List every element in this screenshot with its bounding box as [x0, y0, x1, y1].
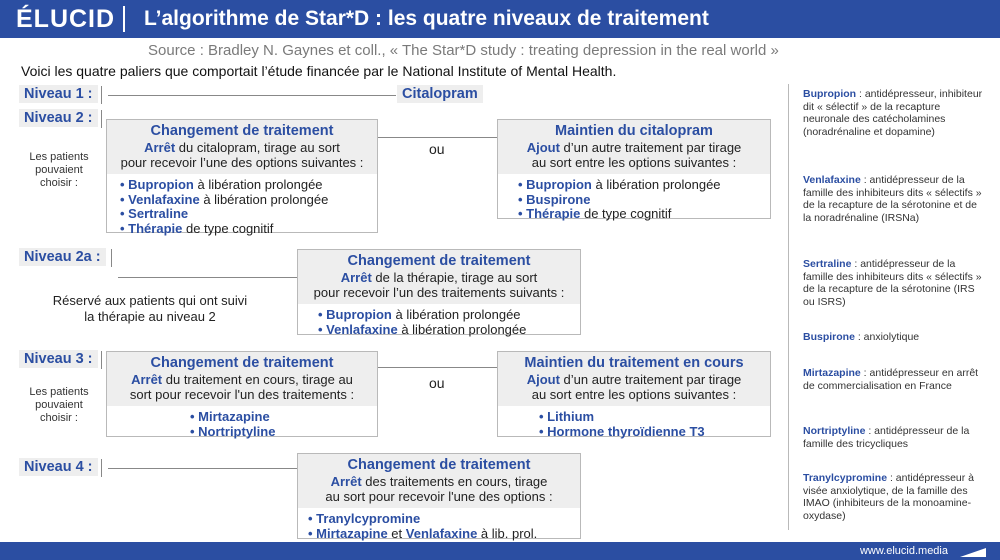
options-list	[298, 304, 580, 337]
glossary-item: Buspirone : anxiolytique	[803, 331, 920, 343]
level-1-treatment: Citalopram	[397, 85, 483, 103]
glossary-item: Tranylcypromine : antidépresseur à visée anxiolytique, de la famille des IMAO (inhibiteurs de la monoamine-oxydase)	[803, 472, 974, 522]
level-4-label: Niveau 4 :	[19, 458, 98, 476]
list-item: • Bupropion à libération prolongée	[518, 178, 770, 193]
list-item: • Lithium	[539, 410, 770, 425]
level-2-change-box	[106, 119, 378, 236]
list-item: • Nortriptyline	[190, 425, 377, 440]
level-4-divider	[101, 459, 102, 477]
glossary-item: Nortriptyline : antidépresseur de la famille des tricycliques	[803, 425, 970, 450]
box-header: Changement de traitement Arrêt de la thérapie, tirage au sort pour recevoir l’un des traitements suivants :	[298, 250, 580, 304]
list-item: • Venlafaxine à libération prolongée	[318, 323, 580, 338]
level-2-connector	[378, 137, 498, 138]
intro-text: Voici les quatre paliers que comportait l’étude financée par le National Institute of Mental Health.	[21, 63, 617, 79]
list-item: • Venlafaxine à libération prolongée	[120, 193, 377, 208]
glossary-item: Bupropion : antidépresseur, inhibiteur dit « sélectif » de la recapture neuronale des catécholamines (noradrénaline et dopamine)	[803, 88, 983, 138]
level-4-change-box	[297, 453, 581, 539]
or-label: ou	[429, 141, 445, 157]
list-item: • Bupropion à libération prolongée	[120, 178, 377, 193]
footer-bar	[0, 542, 1000, 560]
level-3-change-box	[106, 351, 378, 437]
options-list	[107, 406, 377, 439]
level-2a-connector	[118, 277, 297, 278]
options-list	[498, 174, 770, 222]
source-line: Source : Bradley N. Gaynes et coll., « The Star*D study : treating depression in the real world »	[148, 42, 779, 59]
list-item: • Hormone thyroïdienne T3	[539, 425, 770, 440]
options-list	[107, 174, 377, 236]
list-item: • Tranylcypromine	[308, 512, 580, 527]
level-2-choice-note: Les patients pouvaient choisir :	[29, 151, 89, 189]
elucid-logo: ÉLUCID	[16, 5, 116, 33]
list-item: • Thérapie de type cognitif	[120, 222, 377, 237]
box-header: Maintien du traitement en cours Ajout d’un autre traitement par tirage au sort entre les options suivantes :	[498, 352, 770, 406]
level-2-divider	[101, 110, 102, 128]
level-2a-divider	[111, 249, 112, 267]
glossary-panel	[788, 84, 985, 530]
level-1-divider	[101, 86, 102, 104]
header-bar	[0, 0, 1000, 38]
level-3-divider	[101, 351, 102, 369]
level-3-label: Niveau 3 :	[19, 350, 98, 368]
list-item: • Sertraline	[120, 207, 377, 222]
glossary-item: Sertraline : antidépresseur de la famille des inhibiteurs dits « sélectifs » de la recapture de la sérotonine (IRS ou ISRS)	[803, 258, 982, 308]
or-label: ou	[429, 375, 445, 391]
level-4-connector	[108, 468, 297, 469]
glossary-item: Mirtazapine : antidépresseur en arrêt de commercialisation en France	[803, 367, 979, 392]
header-divider	[123, 6, 125, 32]
list-item: • Mirtazapine	[190, 410, 377, 425]
level-2a-change-box	[297, 249, 581, 335]
list-item: • Buspirone	[518, 193, 770, 208]
level-3-choice-note: Les patients pouvaient choisir :	[29, 386, 89, 424]
level-1-connector	[108, 95, 396, 96]
box-header: Maintien du citalopram Ajout d’un autre traitement par tirage au sort entre les options suivantes :	[498, 120, 770, 174]
footer-url: www.elucid.media	[859, 545, 948, 557]
options-list	[298, 508, 580, 541]
level-2a-label: Niveau 2a :	[19, 248, 106, 266]
level-2-maintain-box	[497, 119, 771, 219]
list-item: • Mirtazapine et Venlafaxine à lib. prol.	[308, 527, 580, 542]
box-header: Changement de traitement Arrêt du citalopram, tirage au sort pour recevoir l’une des options suivantes :	[107, 120, 377, 174]
list-item: • Thérapie de type cognitif	[518, 207, 770, 222]
box-header: Changement de traitement Arrêt des traitements en cours, tirage au sort pour recevoir l'une des options :	[298, 454, 580, 508]
level-2a-note: Réservé aux patients qui ont suivi la thérapie au niveau 2	[52, 293, 248, 324]
level-2-label: Niveau 2 :	[19, 109, 98, 127]
level-1-label: Niveau 1 :	[19, 85, 98, 103]
list-item: • Bupropion à libération prolongée	[318, 308, 580, 323]
glossary-item: Venlafaxine : antidépresseur de la famille des inhibiteurs dits « sélectifs » de la recapture de la sérotonine et de la noradrénaline (IRSNa)	[803, 174, 982, 224]
elucid-mark-icon	[960, 544, 986, 557]
page-title: L’algorithme de Star*D : les quatre niveaux de traitement	[144, 7, 709, 30]
options-list	[498, 406, 770, 439]
box-header: Changement de traitement Arrêt du traitement en cours, tirage au sort pour recevoir l'un des traitements :	[107, 352, 377, 406]
level-3-connector	[378, 367, 498, 368]
level-3-maintain-box	[497, 351, 771, 437]
